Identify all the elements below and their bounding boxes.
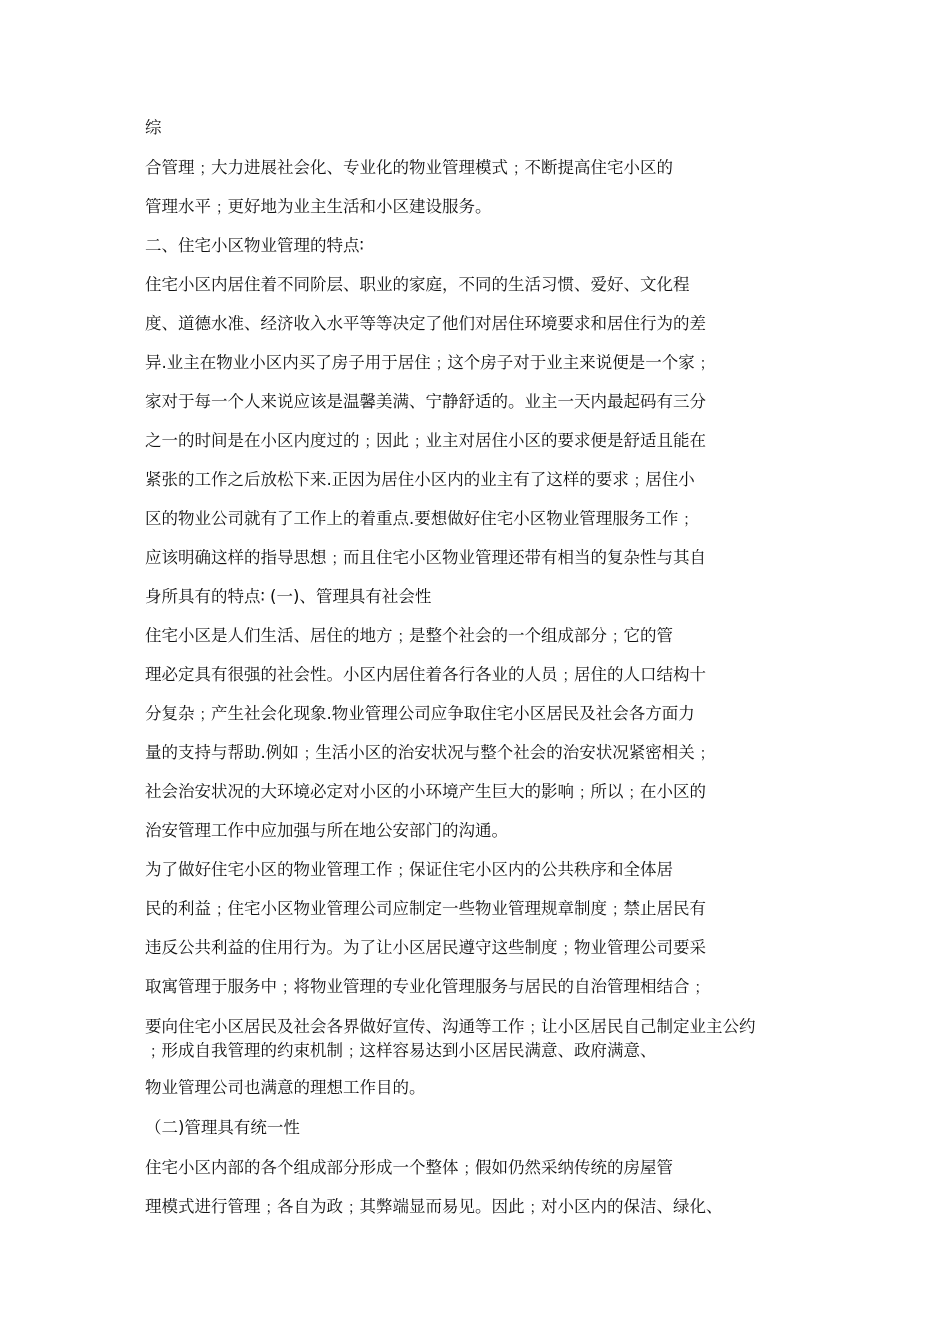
text-line: 违反公共利益的住用行为。为了让小区居民遵守这些制度﹔物业管理公司要采 [145, 938, 706, 957]
section-heading: （二)管理具有统一性 [145, 1118, 300, 1137]
text-line: 住宅小区内居住着不同阶层、职业的家庭，不同的生活习惯、爱好、文化程 [145, 275, 690, 294]
text-line: 住宅小区是人们生活、居住的地方﹔是整个社会的一个组成部分﹔它的管 [145, 626, 673, 645]
text-line: 紧张的工作之后放松下来.正因为居住小区内的业主有了这样的要求﹔居住小 [145, 470, 695, 489]
text-line: 综 [145, 118, 162, 137]
text-line: 家对于每一个人来说应该是温馨美满、宁静舒适的。业主一天内最起码有三分 [145, 392, 706, 411]
text-line: 要向住宅小区居民及社会各界做好宣传、沟通等工作﹔让小区居民自己制定业主公约 [145, 1017, 756, 1036]
text-line: 治安管理工作中应加强与所在地公安部门的沟通。 [145, 821, 508, 840]
text-line: ﹔形成自我管理的约束机制﹔这样容易达到小区居民满意、政府满意、 [145, 1041, 657, 1060]
text-line: 理模式进行管理﹔各自为政﹔其弊端显而易见。因此﹔对小区内的保洁、绿化、 [145, 1197, 723, 1216]
section-heading: 二、住宅小区物业管理的特点∶ [145, 236, 364, 255]
text-line: 取寓管理于服务中﹔将物业管理的专业化管理服务与居民的自治管理相结合﹔ [145, 977, 706, 996]
text-line: 物业管理公司也满意的理想工作目的。 [145, 1078, 426, 1097]
text-line: 分复杂﹔产生社会化现象.物业管理公司应争取住宅小区居民及社会各方面力 [145, 704, 695, 723]
text-line: 住宅小区内部的各个组成部分形成一个整体﹔假如仍然采纳传统的房屋管 [145, 1158, 673, 1177]
text-line: 度、道德水准、经济收入水平等等决定了他们对居住环境要求和居住行为的差 [145, 314, 706, 333]
text-line: 之一的时间是在小区内度过的﹔因此﹔业主对居住小区的要求便是舒适且能在 [145, 431, 706, 450]
text-line: 异.业主在物业小区内买了房子用于居住﹔这个房子对于业主来说便是一个家﹔ [145, 353, 712, 372]
text-line: 应该明确这样的指导思想﹔而且住宅小区物业管理还带有相当的复杂性与其自 [145, 548, 706, 567]
text-line: 身所具有的特点∶ (一)、管理具有社会性 [145, 587, 432, 606]
text-line: 为了做好住宅小区的物业管理工作﹔保证住宅小区内的公共秩序和全体居 [145, 860, 673, 879]
text-line: 量的支持与帮助.例如﹔生活小区的治安状况与整个社会的治安状况紧密相关﹔ [145, 743, 712, 762]
text-line: 合管理﹔大力进展社会化、专业化的物业管理模式﹔不断提高住宅小区的 [145, 158, 673, 177]
text-line: 管理水平﹔更好地为业主生活和小区建设服务。 [145, 197, 492, 216]
text-line: 社会治安状况的大环境必定对小区的小环境产生巨大的影响﹔所以﹔在小区的 [145, 782, 706, 801]
text-line: 理必定具有很强的社会性。小区内居住着各行各业的人员﹔居住的人口结构十 [145, 665, 706, 684]
text-line: 区的物业公司就有了工作上的着重点.要想做好住宅小区物业管理服务工作﹔ [145, 509, 695, 528]
text-line: 民的利益﹔住宅小区物业管理公司应制定一些物业管理规章制度﹔禁止居民有 [145, 899, 706, 918]
